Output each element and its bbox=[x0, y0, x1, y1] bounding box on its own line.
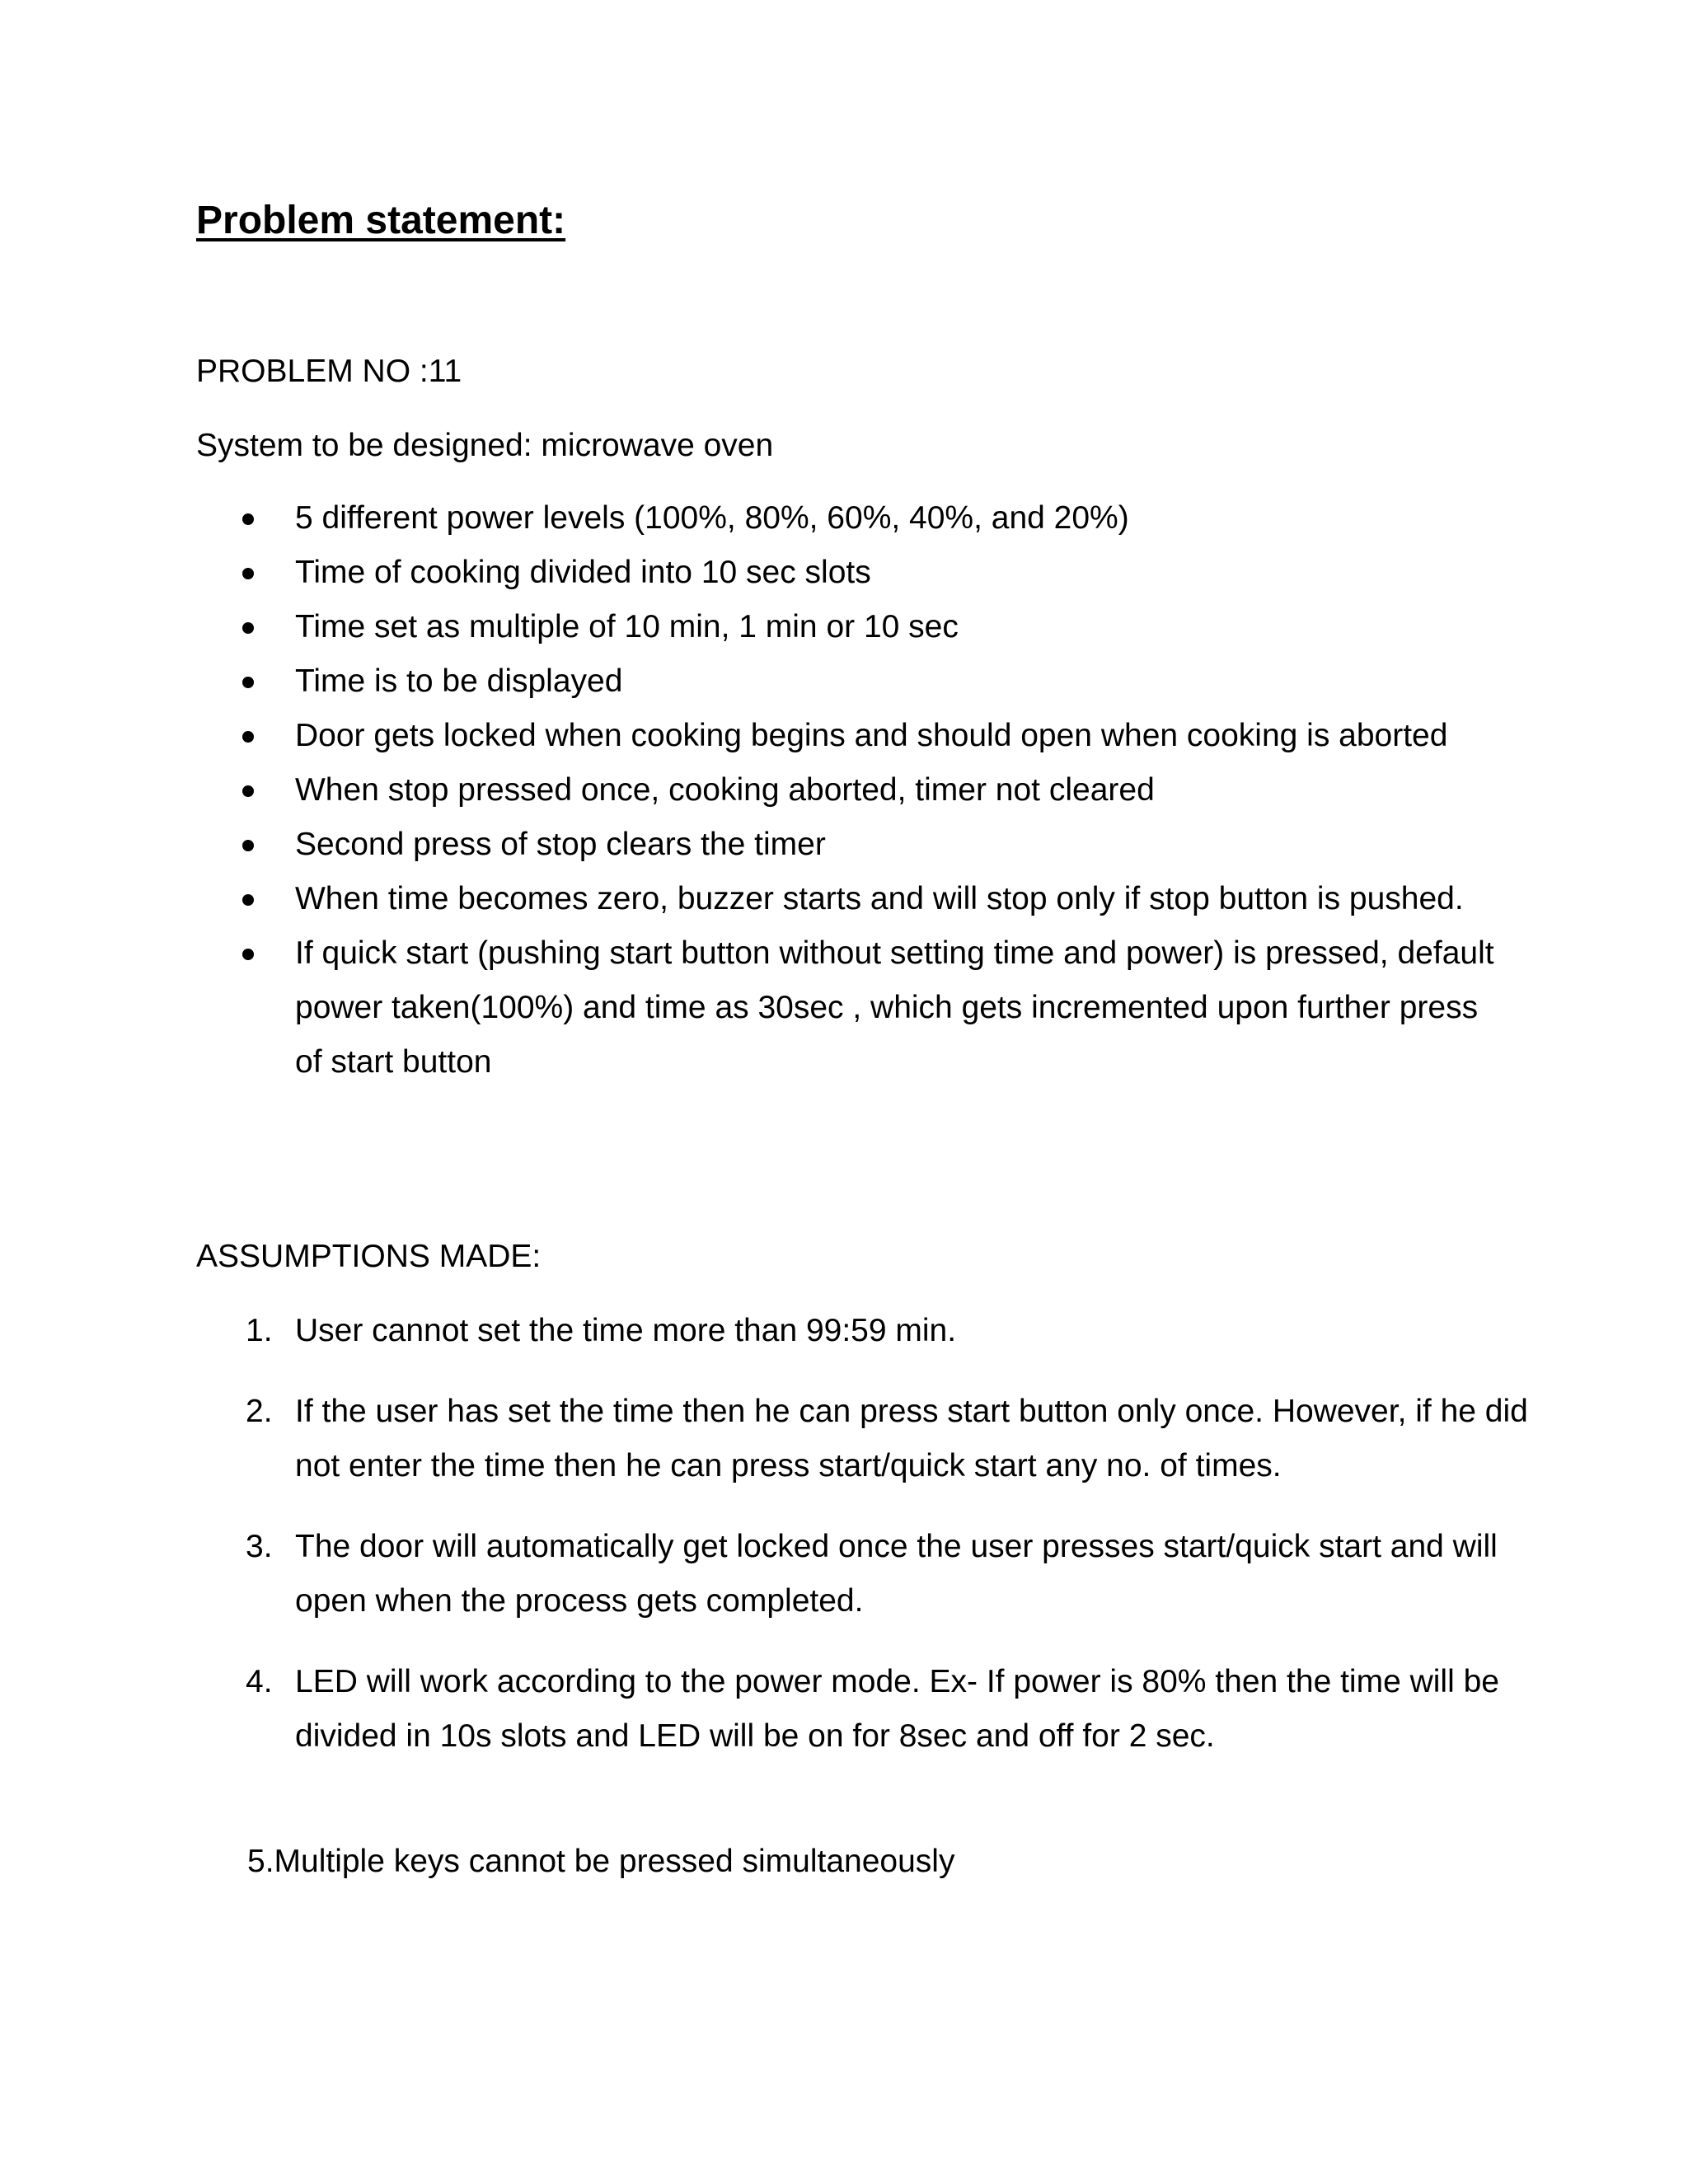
bullet-icon bbox=[242, 568, 254, 579]
list-item bbox=[196, 818, 1498, 872]
list-item bbox=[196, 546, 1498, 600]
list-item-text: Second press of stop clears the timer bbox=[295, 827, 826, 862]
assumptions-heading: ASSUMPTIONS MADE: bbox=[196, 1239, 542, 1274]
list-item bbox=[196, 600, 1498, 654]
list-item bbox=[196, 654, 1498, 709]
list-item-text: When time becomes zero, buzzer starts and will stop only if stop button is pushed. bbox=[295, 881, 1464, 916]
list-item-text: If quick start (pushing start button without setting time and power) is pressed, default power taken(100%) and time as 30sec , which gets incremented upon further press of start button bbox=[295, 935, 1494, 1080]
list-item-text: The door will automatically get locked once the user presses start/quick start and will open when the process gets completed. bbox=[295, 1529, 1498, 1619]
list-item bbox=[196, 491, 1498, 546]
list-item bbox=[196, 763, 1498, 818]
bullet-icon bbox=[242, 513, 254, 525]
bullet-icon bbox=[242, 785, 254, 797]
list-item-text: LED will work according to the power mode. Ex- If power is 80% then the time will be divided in 10s slots and LED will be on for 8sec and off for 2 sec. bbox=[295, 1664, 1499, 1754]
bullet-icon bbox=[242, 894, 254, 906]
list-item bbox=[196, 1385, 1531, 1493]
list-item-text: If the user has set the time then he can press start button only once. However, if he did not enter the time then he can press start/quick start any no. of times. bbox=[295, 1394, 1528, 1483]
list-item-text: Time is to be displayed bbox=[295, 663, 623, 699]
system-line: System to be designed: microwave oven bbox=[196, 428, 774, 463]
list-item bbox=[196, 709, 1498, 763]
list-number: 2. bbox=[246, 1394, 273, 1429]
bullet-icon bbox=[242, 840, 254, 851]
list-number: 3. bbox=[246, 1529, 273, 1564]
list-item-text: Time of cooking divided into 10 sec slots bbox=[295, 555, 871, 590]
list-item bbox=[196, 926, 1498, 1090]
requirements-list bbox=[196, 491, 1498, 1090]
list-number: 4. bbox=[246, 1664, 273, 1699]
list-item bbox=[196, 1304, 1531, 1358]
page-title: Problem statement: bbox=[196, 199, 566, 242]
list-number: 1. bbox=[246, 1313, 273, 1348]
bullet-icon bbox=[242, 949, 254, 960]
list-item-text: Time set as multiple of 10 min, 1 min or 10 sec bbox=[295, 609, 959, 644]
list-item bbox=[196, 1655, 1531, 1764]
problem-number: PROBLEM NO :11 bbox=[196, 354, 462, 389]
bullet-icon bbox=[242, 677, 254, 688]
list-item-text: When stop pressed once, cooking aborted, timer not cleared bbox=[295, 772, 1155, 808]
bullet-icon bbox=[242, 731, 254, 743]
list-item bbox=[196, 872, 1498, 926]
list-item bbox=[196, 1520, 1531, 1629]
list-item-text: 5 different power levels (100%, 80%, 60%, 40%, and 20%) bbox=[295, 500, 1129, 536]
list-item-text: User cannot set the time more than 99:59 min. bbox=[295, 1313, 957, 1348]
assumptions-list bbox=[196, 1304, 1531, 1790]
last-assumption: 5.Multiple keys cannot be pressed simultaneously bbox=[247, 1844, 955, 1879]
list-item-text: Door gets locked when cooking begins and should open when cooking is aborted bbox=[295, 718, 1448, 753]
bullet-icon bbox=[242, 622, 254, 634]
